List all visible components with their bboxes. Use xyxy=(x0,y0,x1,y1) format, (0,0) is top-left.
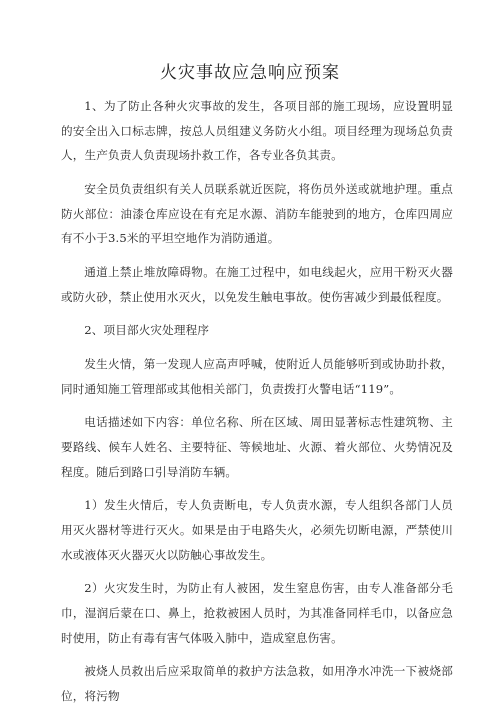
section-heading-procedure: 2、项目部火灾处理程序 xyxy=(84,323,210,338)
document-body xyxy=(61,94,453,718)
paragraph-phone-description: 电话描述如下内容：单位名称、所在区域、周田显著标志性建筑物、主要路线、候车人姓名、主要特征、等候地址、火源、着火部位、火势情况及程度。随后到路口引导消防车辆。 xyxy=(61,415,453,479)
paragraph-fire-passage: 通道上禁止堆放障碍物。在施工过程中，如电线起火，应用干粉灭火器或防火砂，禁止使用水灭火，以免发生触电事故。使伤害减少到最低程度。 xyxy=(61,264,453,304)
paragraph-step-2: 2）火灾发生时，为防止有人被困，发生窒息伤害，由专人准备部分毛巾，湿润后蒙在口、鼻上，抢救被困人员时，为其准备同样毛巾，以备应急时使用，防止有毒有害气体吸入肺中，造成窒息伤害。 xyxy=(61,581,453,645)
paragraph-first-aid: 被烧人员救出后应采取简单的救护方法急救，如用净水冲洗一下被烧部位，将污物 xyxy=(61,664,453,703)
paragraph-step-1: 1）发生火情后，专人负责断电，专人负责水源，专人组织各部门人员用灭火器材等进行灭火。如果是由于电路失火，必须先切断电源，严禁使川水或液体灭火器灭火以防触心事故发生。 xyxy=(61,498,453,562)
paragraph-fire-prevention: 1、为了防止各种火灾事故的发生，各项目部的施工现场，应设置明显的安全出入口标志牌，按总人员组建义务防火小组。项目经理为现场总负责人，生产负责人负责现场扑救工作，各专业各负其责。 xyxy=(61,99,453,163)
paragraph-first-discoverer: 发生火情，第一发现人应高声呼喊，使附近人员能够听到或协助扑救，同时通知施工管理部或其他相关部门，负责拨打火警电话“119”。 xyxy=(61,357,453,396)
paragraph-safety-officer: 安全员负责组织有关人员联系就近医院，将伤员外送或就地护理。重点防火部位：油漆仓库应设在有充足水源、消防车能驶到的地方，仓库四周应有不小于3.5米的平坦空地作为消防通道。 xyxy=(61,181,453,246)
document-title: 火灾事故应急响应预案 xyxy=(160,63,340,83)
